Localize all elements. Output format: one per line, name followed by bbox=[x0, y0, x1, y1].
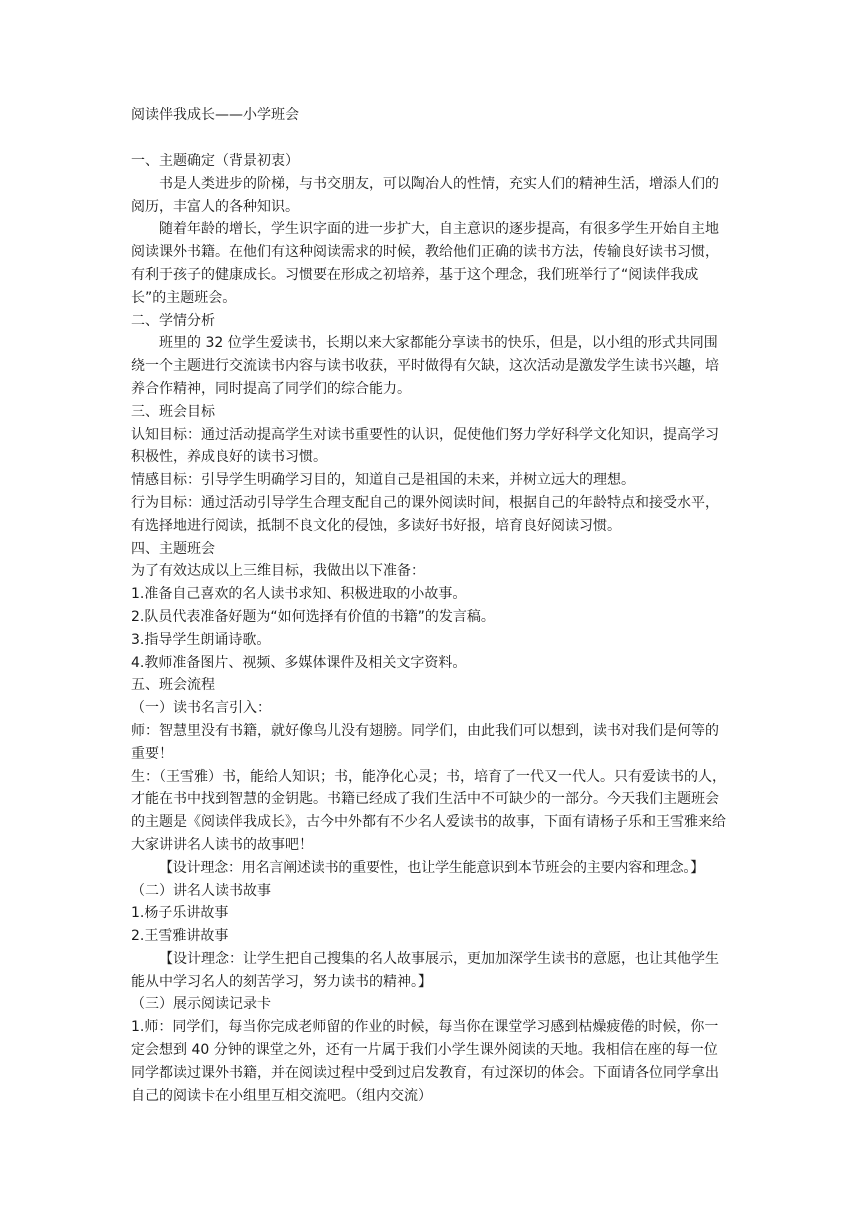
paragraph-theme-1: 书是人类进步的阶梯，与书交朋友，可以陶冶人的性情，充实人们的精神生活，增添人们的阅历，丰富人的各种知识。 bbox=[131, 175, 719, 215]
list-item: 3.指导学生朗诵诗歌。 bbox=[131, 631, 271, 648]
subsection-heading-quotes: （一）读书名言引入： bbox=[131, 700, 271, 717]
paragraph-analysis: 班里的 32 位学生爱读书，长期以来大家都能分享读书的快乐，但是，以小组的形式共同围绕一个主题进行交流读书内容与读书收获，平时做得有欠缺，这次活动是激发学生读书兴趣，培养合作精神，同时提高了同学们的综合能力。 bbox=[131, 335, 719, 397]
paragraph-reading-card: 1.师：同学们，每当你完成老师留的作业的时候，每当你在课堂学习感到枯燥疲倦的时候，你一定会想到 40 分钟的课堂之外，还有一片属于我们小学生课外阅读的天地。我相信在座的每一位同学都读过课外书籍，并在阅读过程中受到过启发教育，有过深切的体会。下面请各位同学拿出自己的阅读卡在小组里互相交流吧。（组内交流） bbox=[131, 1019, 719, 1104]
list-item: 1.准备自己喜欢的名人读书求知、积极进取的小故事。 bbox=[131, 586, 467, 603]
goal-emotion: 情感目标：引导学生明确学习目的，知道自己是祖国的未来，并树立远大的理想。 bbox=[131, 472, 635, 489]
list-item: 1.杨子乐讲故事 bbox=[131, 905, 229, 922]
student-speech: 生：（王雪雅）书，能给人知识；书，能净化心灵；书，培育了一代又一代人。只有爱读书的人，才能在书中找到智慧的金钥匙。书籍已经成了我们生活中不可缺少的一部分。今天我们主题班会的主题是《阅读伴我成长》，古今中外都有不少名人爱读书的故事，下面有请杨子乐和王雪雅来给大家讲讲名人读书的故事吧！ bbox=[131, 768, 726, 853]
section-heading-analysis: 二、学情分析 bbox=[131, 312, 215, 329]
subsection-heading-stories: （二）讲名人读书故事 bbox=[131, 882, 271, 899]
paragraph-theme-2: 随着年龄的增长，学生识字面的进一步扩大，自主意识的逐步提高，有很多学生开始自主地阅读课外书籍。在他们有这种阅读需求的时候，教给他们正确的读书方法，传输良好读书习惯，有利于孩子的健康成长。习惯要在形成之初培养，基于这个理念，我们班举行了“阅读伴我成长”的主题班会。 bbox=[131, 221, 719, 306]
list-item: 2.王雪雅讲故事 bbox=[131, 928, 229, 945]
list-item: 2.队员代表准备好题为“如何选择有价值的书籍”的发言稿。 bbox=[131, 608, 495, 625]
goal-cognitive: 认知目标：通过活动提高学生对读书重要性的认识，促使他们努力学好科学文化知识，提高学习积极性，养成良好的读书习惯。 bbox=[131, 426, 719, 466]
document-body bbox=[131, 104, 731, 1107]
list-item: 4.教师准备图片、视频、多媒体课件及相关文字资料。 bbox=[131, 654, 467, 671]
document-title: 阅读伴我成长——小学班会 bbox=[131, 107, 299, 123]
subsection-heading-reading-card: （三）展示阅读记录卡 bbox=[131, 996, 271, 1013]
section-heading-meeting: 四、主题班会 bbox=[131, 540, 215, 557]
design-note-2: 【设计理念：让学生把自己搜集的名人故事展示，更加加深学生读书的意愿，也让其他学生能从中学习名人的刻苦学习，努力读书的精神。】 bbox=[131, 950, 719, 990]
goal-behavior: 行为目标：通过活动引导学生合理支配自己的课外阅读时间，根据自己的年龄特点和接受水平，有选择地进行阅读，抵制不良文化的侵蚀，多读好书好报，培育良好阅读习惯。 bbox=[131, 494, 719, 534]
meeting-intro: 为了有效达成以上三维目标，我做出以下准备： bbox=[131, 563, 425, 580]
section-heading-goals: 三、班会目标 bbox=[131, 403, 215, 420]
section-heading-theme: 一、主题确定（背景初衷） bbox=[131, 153, 299, 169]
design-note-1: 【设计理念：用名言阐述读书的重要性，也让学生能意识到本节班会的主要内容和理念。】 bbox=[159, 859, 704, 876]
section-heading-process: 五、班会流程 bbox=[131, 677, 215, 694]
teacher-speech: 师：智慧里没有书籍，就好像鸟儿没有翅膀。同学们，由此我们可以想到，读书对我们是何等的重要！ bbox=[131, 722, 719, 762]
